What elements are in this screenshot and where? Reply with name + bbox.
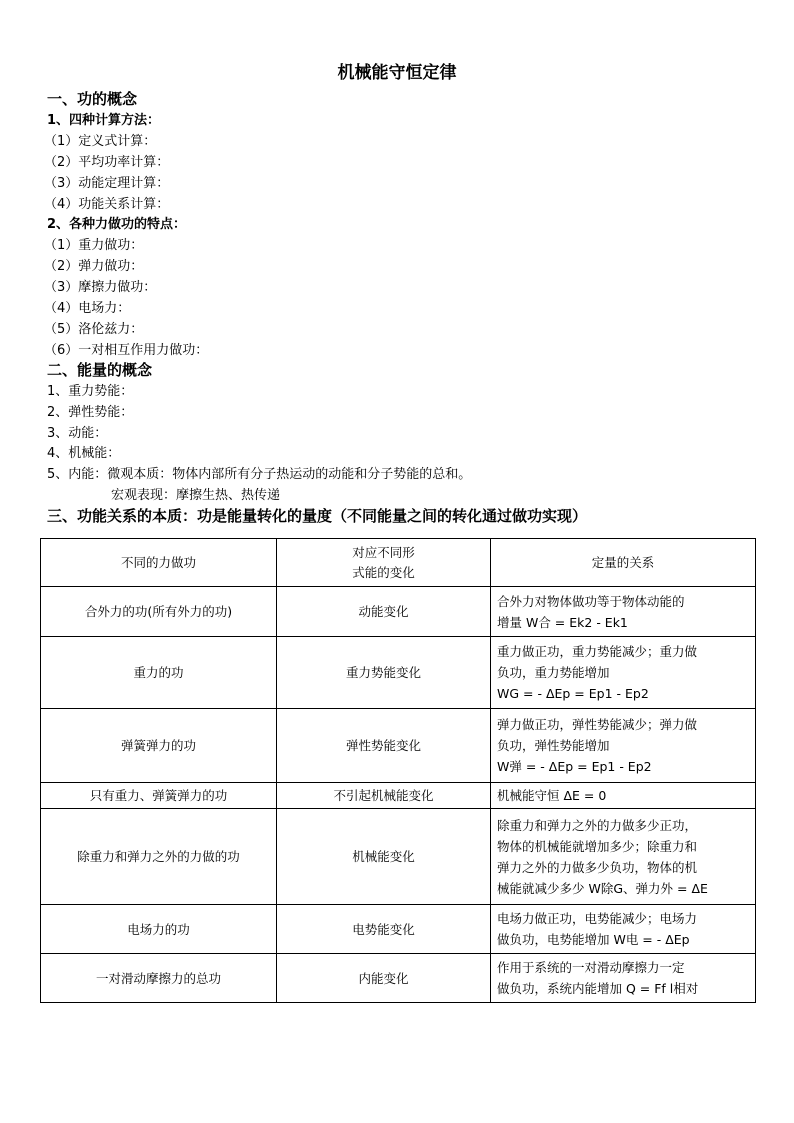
- relation-line: 作用于系统的一对滑动摩擦力一定: [497, 960, 685, 975]
- cell-force: 合外力的功(所有外力的功): [41, 587, 277, 637]
- method-item: （4）功能关系计算：: [44, 197, 170, 212]
- cell-change: 不引起机械能变化: [277, 783, 491, 809]
- relation-line: 重力做正功，重力势能减少；重力做: [497, 644, 698, 659]
- force-item: （3）摩擦力做功：: [44, 280, 157, 295]
- relation-line: 弹力做正功，弹性势能减少；弹力做: [497, 717, 698, 732]
- force-item: （1）重力做功：: [44, 238, 144, 253]
- cell-force: 重力的功: [41, 637, 277, 709]
- header-change-line2: 式能的变化: [352, 564, 415, 580]
- table-header-row: [41, 539, 756, 587]
- relation-line: 电场力做正功，电势能减少；电场力: [497, 911, 698, 926]
- table-row: [41, 905, 756, 954]
- cell-relation: [491, 587, 756, 637]
- cell-relation: [491, 709, 756, 783]
- energy-item: 3、动能：: [47, 426, 108, 441]
- relation-formula: 机械能守恒 ΔE = 0: [497, 788, 607, 803]
- relation-line: 负功，弹性势能增加: [497, 738, 610, 753]
- header-relation: 定量的关系: [491, 539, 756, 587]
- energy-item: 2、弹性势能：: [47, 405, 134, 420]
- header-change-line1: 对应不同形: [352, 544, 415, 560]
- relation-formula: WG = - ΔEp = Ep1 - Ep2: [497, 686, 649, 701]
- cell-change: 电势能变化: [277, 905, 491, 954]
- method-item: （1）定义式计算：: [44, 134, 157, 149]
- force-item: （6）一对相互作用力做功：: [44, 343, 209, 358]
- header-force: 不同的力做功: [41, 539, 277, 587]
- cell-force: 电场力的功: [41, 905, 277, 954]
- cell-change: 动能变化: [277, 587, 491, 637]
- energy-item: 1、重力势能：: [47, 384, 134, 399]
- relation-line: 弹力之外的力做多少负功，物体的机: [497, 859, 698, 875]
- section-1-heading: 一、功的概念: [47, 90, 138, 108]
- cell-force: 只有重力、弹簧弹力的功: [41, 783, 277, 809]
- cell-relation: [491, 905, 756, 954]
- table-row: [41, 783, 756, 809]
- relation-line: 增量 W合 = Ek2 - Ek1: [497, 614, 628, 630]
- subheading-methods: 1、四种计算方法：: [47, 113, 161, 128]
- section-3-heading: 三、功能关系的本质：功是能量转化的量度（不同能量之间的转化通过做功实现）: [47, 507, 588, 525]
- relation-line: 负功，重力势能增加: [497, 665, 610, 680]
- table-row: [41, 587, 756, 637]
- section-2-heading: 二、能量的概念: [47, 361, 153, 379]
- cell-change: 内能变化: [277, 954, 491, 1003]
- cell-relation: [491, 809, 756, 905]
- relation-formula: W弹 = - ΔEp = Ep1 - Ep2: [497, 759, 652, 774]
- work-energy-table: [40, 538, 756, 1003]
- energy-item: 5、内能：微观本质：物体内部所有分子热运动的动能和分子势能的总和。: [47, 467, 472, 482]
- table-row: [41, 637, 756, 709]
- cell-force: 一对滑动摩擦力的总功: [41, 954, 277, 1003]
- energy-item: 4、机械能：: [47, 446, 121, 461]
- energy-item-macro: 宏观表现：摩擦生热、热传递: [111, 488, 281, 503]
- method-item: （3）动能定理计算：: [44, 176, 170, 191]
- relation-line: 物体的机械能就增加多少；除重力和: [497, 838, 698, 854]
- table-row: [41, 709, 756, 783]
- table-row: [41, 954, 756, 1003]
- relation-formula: 械能就减少多少 W除G、弹力外 = ΔE: [497, 880, 708, 896]
- cell-change: 机械能变化: [277, 809, 491, 905]
- cell-relation: [491, 637, 756, 709]
- relation-line: 除重力和弹力之外的力做多少正功，: [497, 817, 698, 833]
- header-change: [277, 539, 491, 587]
- cell-force: 除重力和弹力之外的力做的功: [41, 809, 277, 905]
- subheading-forces: 2、各种力做功的特点：: [47, 217, 187, 232]
- cell-change: 重力势能变化: [277, 637, 491, 709]
- cell-change: 弹性势能变化: [277, 709, 491, 783]
- force-item: （5）洛伦兹力：: [44, 322, 144, 337]
- cell-relation: [491, 954, 756, 1003]
- method-item: （2）平均功率计算：: [44, 155, 170, 170]
- cell-relation: [491, 783, 756, 809]
- relation-formula: 做负功，系统内能增加 Q = Ff l相对: [497, 981, 699, 996]
- cell-force: 弹簧弹力的功: [41, 709, 277, 783]
- force-item: （4）电场力：: [44, 301, 131, 316]
- table-row: [41, 809, 756, 905]
- force-item: （2）弹力做功：: [44, 259, 144, 274]
- page-title: 机械能守恒定律: [337, 63, 457, 83]
- relation-formula: 做负功，电势能增加 W电 = - ΔEp: [497, 932, 690, 947]
- relation-line: 合外力对物体做功等于物体动能的: [497, 593, 685, 609]
